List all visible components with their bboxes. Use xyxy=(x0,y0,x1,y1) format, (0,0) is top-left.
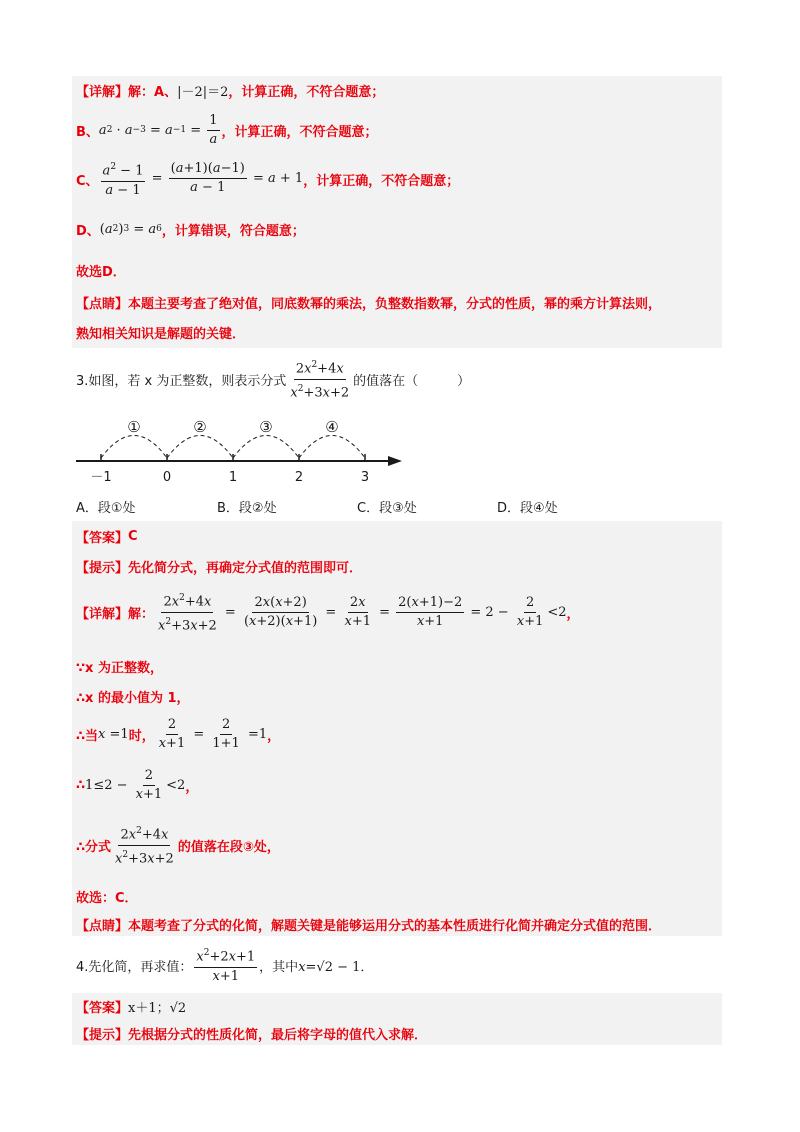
q3-fraction: $\frac{2x^2+4x}{x^2+3x+2}$ xyxy=(288,357,351,401)
step-prefix: ∴分式 xyxy=(76,839,112,855)
option-text: 段②处 xyxy=(238,501,277,516)
power-product-expression: a 2 · a −3 = a −1 = $\frac{1}{a}$ xyxy=(98,112,218,147)
option-b-conclusion: ，计算正确，不符合题意； xyxy=(221,124,378,140)
option-letter: A． xyxy=(76,501,98,516)
option-b[interactable] xyxy=(217,497,277,516)
hint-text: 先根据分式的性质化简，最后将字母的值代入求解． xyxy=(128,1027,428,1043)
answer-value: C xyxy=(128,528,138,544)
answer-value: x＋1；√2 xyxy=(128,1000,187,1016)
q4-hint xyxy=(76,1023,427,1043)
fraction-simplify-expression: $\frac{a^2 - 1}{a - 1}$ = $\frac{(a+1)(a-1)}{a - 1}$ = a + 1 xyxy=(99,159,304,198)
option-letter: C． xyxy=(357,501,380,516)
answer-tag: 【答案】 xyxy=(76,1000,129,1016)
q2-choice: 故选D． xyxy=(76,264,126,280)
option-c-conclusion: ，计算正确，不符合题意； xyxy=(303,173,460,189)
q4-answer xyxy=(76,996,186,1016)
tick-label: －1 xyxy=(90,470,112,485)
option-d-conclusion: ，计算错误，符合题意； xyxy=(161,223,305,239)
option-text: 段③处 xyxy=(379,501,417,516)
q2-comment-line1 xyxy=(76,292,661,312)
q3-answer xyxy=(76,526,138,546)
q4-stem xyxy=(76,944,373,986)
segment-arc xyxy=(299,436,365,459)
segment-arc xyxy=(167,436,233,459)
comment-tag: 【点睛】 xyxy=(76,296,129,312)
q2-detail-line-a xyxy=(76,80,384,100)
substitution-expression: $\frac{2}{x+1}$ = $\frac{2}{1+1}$ =1 xyxy=(158,716,268,751)
segment-arc xyxy=(101,436,167,459)
abs-expression: |－2|＝2 xyxy=(177,84,229,100)
step-conclusion-text: 的值落在段③处， xyxy=(177,839,280,855)
q4-value-expression: x=√2 − 1． xyxy=(298,959,374,975)
q3-stem-text: 3.如图，若 x 为正整数，则表示分式 xyxy=(76,373,287,389)
step-connector: 时， xyxy=(128,728,155,744)
option-text: 段④处 xyxy=(520,501,558,516)
comment-text: 本题考查了分式的化简，解题关键是能够运用分式的基本性质进行化简并确定分式值的范围． xyxy=(128,918,662,934)
q3-step-conclusion xyxy=(76,824,280,866)
step-prefix: ∴当 xyxy=(76,728,99,744)
option-a-prefix: A、 xyxy=(154,84,178,100)
jie-label: 解： xyxy=(128,606,155,622)
segment-label: ④ xyxy=(325,418,339,436)
detail-tag: 【详解】 xyxy=(76,606,129,622)
arrow-head-icon xyxy=(388,456,402,466)
comment-text: 本题主要考查了绝对值，同底数幂的乘法，负整数指数幂，分式的性质，幂的乘方计算法则， xyxy=(128,296,662,312)
tick-label: 0 xyxy=(162,470,172,485)
number-line-figure xyxy=(0,412,800,492)
segment-arc xyxy=(233,436,299,459)
range-expression: 1≤2 − $\frac{2}{x+1}$ <2 xyxy=(85,767,186,802)
option-letter: B． xyxy=(217,501,239,516)
option-d[interactable] xyxy=(497,497,558,516)
segment-label: ② xyxy=(193,418,207,436)
step-prefix: ∴ xyxy=(76,777,86,793)
option-d-prefix: D、 xyxy=(76,223,100,239)
power-of-power-expression: ( a 2 ) 3 = a 6 xyxy=(99,221,162,237)
q3-hint xyxy=(76,556,362,576)
jie-label: 解： xyxy=(128,84,155,100)
hint-tag: 【提示】 xyxy=(76,1027,129,1043)
q4-stem-text: 4.先化简，再求值： xyxy=(76,959,193,975)
q3-step-range: ∴ 1≤2 − $\frac{2}{x+1}$ <2 ， xyxy=(76,767,199,802)
option-a[interactable] xyxy=(76,497,136,516)
tick-label: 3 xyxy=(360,470,370,485)
q2-detail-line-b xyxy=(76,110,378,150)
segment-label: ① xyxy=(127,418,141,436)
answer-tag: 【答案】 xyxy=(76,530,129,546)
tick-label: 2 xyxy=(294,470,304,485)
q4-fraction: $\frac{x^2+2x+1}{x+1}$ xyxy=(194,945,257,984)
q3-comment xyxy=(76,914,661,934)
q3-detail-derivation: 【详解】 解： $\frac{2x^2+4x}{x^2+3x+2}$ = $\frac{2x(x+2)}{(x+2)(x+1)}$ = $\frac{2x}{x+1}$ = $\frac{2(x+1)-2}{x+1}$ = 2 − $\frac{2}{x+1}$ <2 ， xyxy=(76,590,580,634)
q3-fraction-repeat: $\frac{2x^2+4x}{x^2+3x+2}$ xyxy=(113,823,176,867)
segment-label: ③ xyxy=(259,418,273,436)
q2-detail-line-d xyxy=(76,217,305,241)
q3-choice: 故选：C． xyxy=(76,890,138,906)
q3-step-minimum: ∴x 的最小值为 1， xyxy=(76,690,190,706)
option-text: 段①处 xyxy=(97,501,136,516)
tick-label: 1 xyxy=(228,470,238,485)
q3-stem xyxy=(76,358,470,400)
q3-step-positive: ∵x 为正整数， xyxy=(76,660,163,676)
hint-text: 先化简分式，再确定分式值的范围即可． xyxy=(128,560,363,576)
hint-tag: 【提示】 xyxy=(76,560,129,576)
option-b-prefix: B、 xyxy=(76,124,99,140)
condition-expression: x =1 xyxy=(98,726,129,742)
q3-step-substitute: ∴当 x =1 时， $\frac{2}{x+1}$ = $\frac{2}{1+1}$ =1 ， xyxy=(76,716,281,751)
option-c-prefix: C、 xyxy=(76,173,99,189)
comment-tag: 【点睛】 xyxy=(76,918,129,934)
simplification-chain: $\frac{2x^2+4x}{x^2+3x+2}$ = $\frac{2x(x+2)}{(x+2)(x+1)}$ = $\frac{2x}{x+1}$ = $\frac{2(x+1)-2}{x+1}$ = 2 − $\frac{2}{x+1}$ <2 xyxy=(154,590,567,634)
q4-stem-connector: ，其中 xyxy=(259,959,299,975)
option-c[interactable] xyxy=(357,497,417,516)
detail-tag: 【详解】 xyxy=(76,84,129,100)
q3-stem-tail: 的值落在（ ） xyxy=(353,373,471,389)
q2-comment-line2: 熟知相关知识是解题的关键． xyxy=(76,326,246,342)
q2-detail-line-c xyxy=(76,158,459,200)
option-letter: D． xyxy=(497,501,521,516)
option-a-conclusion: ，计算正确，不符合题意； xyxy=(228,84,385,100)
